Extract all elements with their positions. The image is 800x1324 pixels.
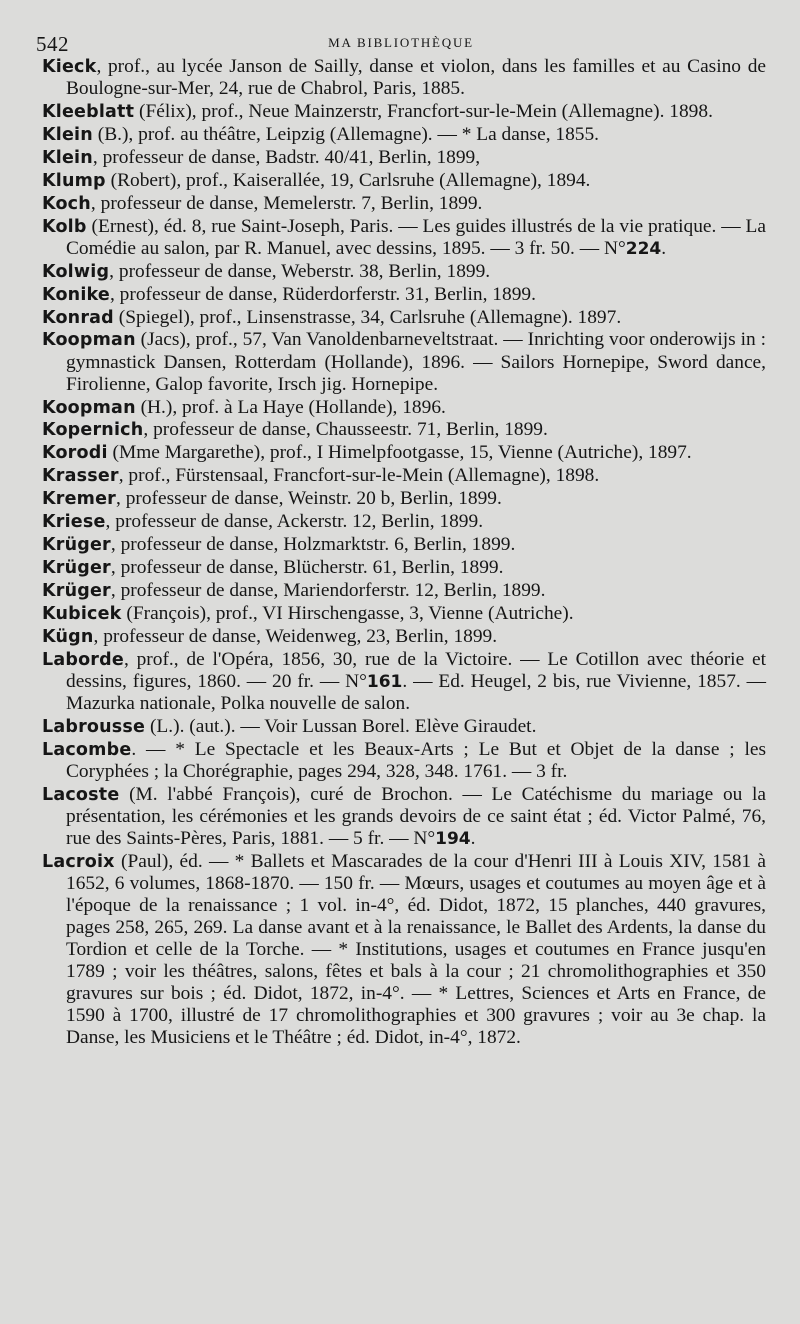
- entry-headword: Krasser: [42, 466, 119, 487]
- entry-text-continued: .: [661, 237, 667, 259]
- entry-headword: Klein: [42, 147, 93, 168]
- entry-text: (H.), prof. à La Haye (Hollande), 1896.: [135, 396, 446, 418]
- entry-headword: Konike: [42, 284, 110, 305]
- entry-headword: Krüger: [42, 535, 111, 556]
- entry-headword: Koopman: [42, 397, 136, 418]
- list-item: [36, 534, 766, 556]
- entry-headword: Kremer: [42, 489, 116, 510]
- entry-headword: Labrousse: [42, 716, 146, 737]
- entry-text: (M. l'abbé François), curé de Brochon. — Le Catéchisme du mariage ou la présentation, les cérémonies et les grands devoirs de ce saint état ; éd. Victor Palmé, 76, rue des Saints-Pères, Paris, 1881. — 5 fr. — N°: [66, 783, 766, 849]
- entry-headword: Lacoste: [42, 784, 120, 805]
- entry-text: , prof., Fürstensaal, Francfort-sur-le-Mein (Allemagne), 1898.: [118, 465, 600, 487]
- list-item: [36, 284, 766, 306]
- entry-text: (Félix), prof., Neue Mainzerstr, Francfort-sur-le-Mein (Allemagne). 1898.: [134, 100, 713, 122]
- list-item: [36, 465, 766, 487]
- entry-text: (Jacs), prof., 57, Van Vanoldenbarneveltstraat. — Inrichting voor onderowijs in : gymnastick Dansen, Rotterdam (Hollande), 1896. — Sailors Hornepipe, Sword dance, Firolienne, Galop favorite, Irsch jig. Hornepipe.: [66, 329, 766, 395]
- entry-text: , professeur de danse, Chausseestr. 71, Berlin, 1899.: [143, 419, 548, 441]
- list-item: [36, 851, 766, 1049]
- list-item: [36, 147, 766, 169]
- entry-text: (Mme Margarethe), prof., I Himelpfootgasse, 15, Vienne (Autriche), 1897.: [107, 442, 692, 464]
- running-title: MA BIBLIOTHÈQUE: [328, 35, 474, 50]
- entry-text: (François), prof., VI Hirschengasse, 3, Vienne (Autriche).: [121, 602, 574, 624]
- page-header: [36, 26, 766, 56]
- list-item: [36, 649, 766, 715]
- entry-text: , professeur de danse, Mariendorferstr. 12, Berlin, 1899.: [110, 580, 546, 601]
- list-item: [36, 739, 766, 783]
- entry-headword: Kopernich: [42, 420, 144, 441]
- entry-text-continued: .: [470, 827, 476, 849]
- entry-text: (Spiegel), prof., Linsenstrasse, 34, Carlsruhe (Allemagne). 1897.: [113, 306, 622, 328]
- entry-text: (Robert), prof., Kaiserallée, 19, Carlsruhe (Allemagne), 1894.: [105, 169, 591, 191]
- entry-headword: Konrad: [42, 307, 114, 328]
- list-item: [36, 56, 766, 100]
- entry-text: , professeur de danse, Blücherstr. 61, Berlin, 1899.: [110, 557, 504, 579]
- list-item: [36, 307, 766, 329]
- entry-text-continued: . — Ed. Heugel, 2 bis, rue Vivienne, 1857. — Mazurka nationale, Polka nouvelle de salon.: [66, 670, 766, 714]
- list-item: [36, 261, 766, 283]
- entry-text: , professeur de danse, Weberstr. 38, Berlin, 1899.: [109, 260, 491, 282]
- catalog-number: 194: [435, 828, 471, 849]
- list-item: [36, 101, 766, 123]
- entry-text: (Paul), éd. — * Ballets et Mascarades de la cour d'Henri III à Louis XIV, 1581 à 1652, 6 volumes, 1868-1870. — 150 fr. — Mœurs, usages et coutumes au moyen âge et à l'époque de la renaissance ; 1 vol. in-4°, éd. Didot, 1872, 15 planches, 440 gravures, pages 258, 265, 269. La danse avant et à la renaissance, le Ballet des Ardents, la danse du Tordion et celle de la Torche. — * Institutions, usages et coutumes en France jusqu'en 1789 ; voir les théâtres, salons, fêtes et bals à la cour ; 21 chromolithographies et 350 gravures sur bois ; éd. Didot, 1872, in-4°. — * Lettres, Sciences et Arts en France, de 1590 à 1700, illustré de 17 chromolithographies et 300 gravures ; voir au 3e chap. la Danse, les Musiciens et le Théâtre ; éd. Didot, in-4°, 1872.: [66, 850, 766, 1049]
- entry-headword: Krüger: [42, 581, 111, 601]
- entry-headword: Koch: [42, 193, 91, 214]
- entry-text: , professeur de danse, Rüderdorferstr. 31, Berlin, 1899.: [109, 283, 536, 305]
- entry-headword: Kleeblatt: [42, 101, 135, 122]
- entry-text: (B.), prof. au théâtre, Leipzig (Allemagne). — * La danse, 1855.: [92, 123, 600, 145]
- entry-headword: Klein: [42, 124, 93, 145]
- entry-headword: Kriese: [42, 512, 106, 533]
- entry-list: [36, 56, 766, 1049]
- entry-headword: Lacroix: [42, 851, 115, 872]
- list-item: [36, 124, 766, 146]
- list-item: [36, 397, 766, 419]
- entry-text: , prof., de l'Opéra, 1856, 30, rue de la Victoire. — Le Cotillon avec théorie et dessins, figures, 1860. — 20 fr. — N°: [66, 648, 766, 692]
- list-item: [36, 784, 766, 850]
- entry-headword: Kubicek: [42, 603, 122, 624]
- entry-headword: Lacombe: [42, 739, 132, 760]
- list-item: [36, 626, 766, 648]
- entry-text: . — * Le Spectacle et les Beaux-Arts ; Le But et Objet de la danse ; les Coryphées ; la Chorégraphie, pages 294, 328, 348. 1761. — 3 fr.: [66, 738, 766, 782]
- list-item: [36, 557, 766, 579]
- entry-headword: Korodi: [42, 443, 108, 464]
- entry-text: , professeur de danse, Badstr. 40/41, Berlin, 1899,: [92, 146, 481, 168]
- entry-text: , prof., au lycée Janson de Sailly, danse et violon, dans les familles et au Casino de Boulogne-sur-Mer, 24, rue de Chabrol, Paris, 1885.: [66, 56, 766, 100]
- entry-headword: Kolwig: [42, 261, 110, 282]
- catalog-number: 224: [625, 238, 662, 259]
- list-item: [36, 511, 766, 533]
- list-item: [36, 419, 766, 441]
- entry-headword: Krüger: [42, 558, 111, 579]
- entry-text: , professeur de danse, Weidenweg, 23, Berlin, 1899.: [93, 625, 498, 647]
- list-item: [36, 716, 766, 738]
- list-item: [36, 603, 766, 625]
- catalog-number: 161: [366, 671, 403, 692]
- list-item: [36, 170, 766, 192]
- entry-text: (Ernest), éd. 8, rue Saint-Joseph, Paris. — Les guides illustrés de la vie pratique. — La Comédie au salon, par R. Manuel, avec dessins, 1895. — 3 fr. 50. — N°: [66, 215, 766, 259]
- entry-headword: Laborde: [42, 649, 124, 670]
- entry-headword: Kieck: [42, 57, 97, 77]
- entry-headword: Koopman: [42, 330, 136, 351]
- entry-headword: Kolb: [42, 216, 87, 237]
- list-item: [36, 442, 766, 464]
- entry-text: , professeur de danse, Holzmarktstr. 6, Berlin, 1899.: [110, 534, 516, 556]
- list-item: [36, 216, 766, 260]
- list-item: [36, 193, 766, 215]
- list-item: [36, 329, 766, 395]
- entry-text: , professeur de danse, Ackerstr. 12, Berlin, 1899.: [105, 511, 484, 533]
- list-item: [36, 580, 766, 602]
- entry-text: , professeur de danse, Memelerstr. 7, Berlin, 1899.: [90, 192, 483, 214]
- entry-headword: Klump: [42, 170, 106, 191]
- list-item: [36, 488, 766, 510]
- page-number: 542: [36, 32, 69, 56]
- entry-text: , professeur de danse, Weinstr. 20 b, Berlin, 1899.: [116, 488, 502, 510]
- entry-headword: Kügn: [42, 626, 94, 647]
- entry-text: (L.). (aut.). — Voir Lussan Borel. Elève Giraudet.: [145, 715, 537, 737]
